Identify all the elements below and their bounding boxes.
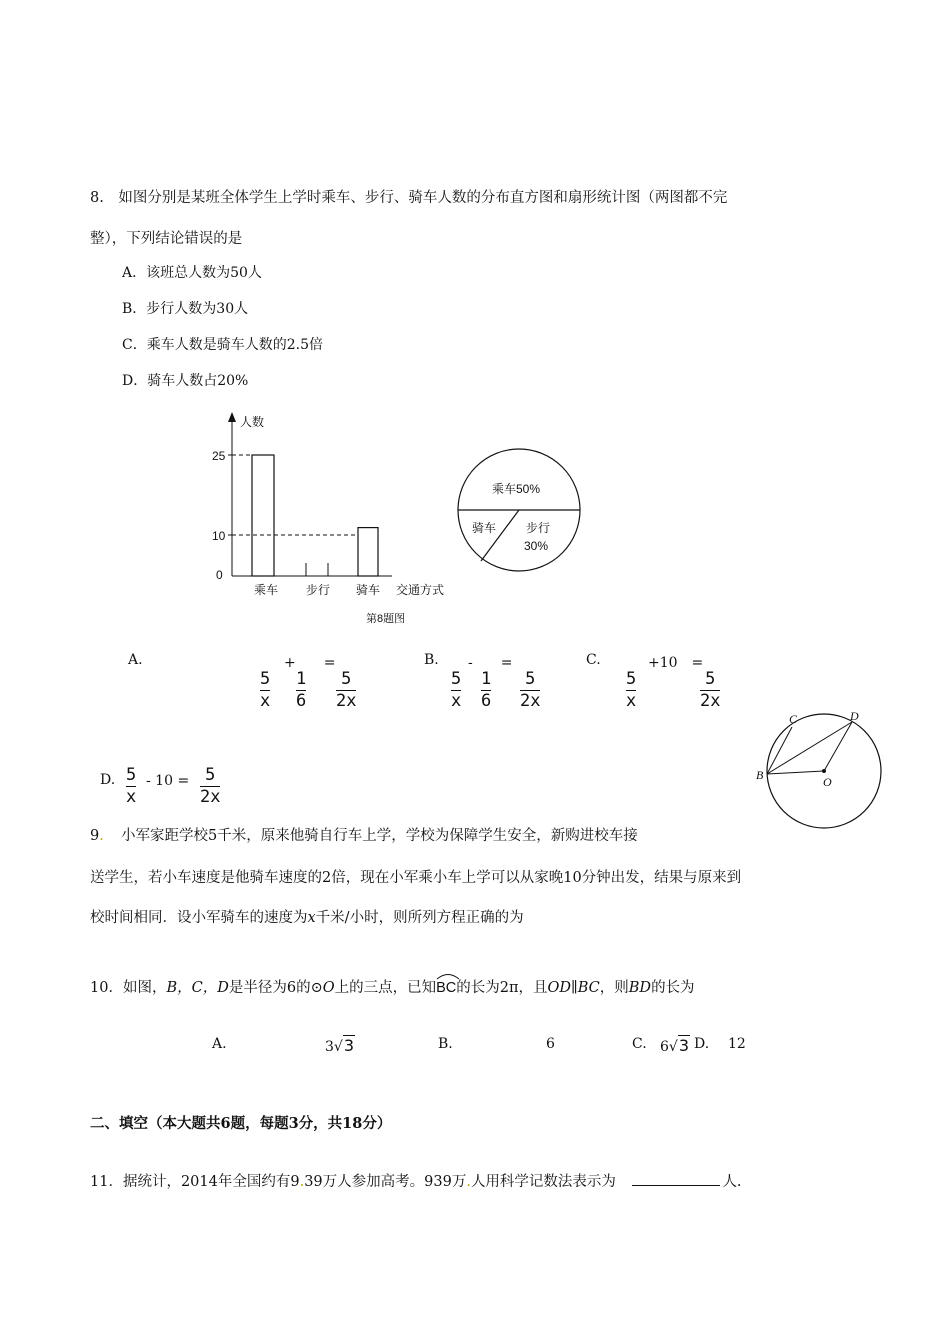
figure-caption: 第8题图 <box>366 613 406 625</box>
y-axis-arrow <box>228 412 236 422</box>
q8-stem-line2: 整），下列结论错误的是 <box>90 231 243 247</box>
eq-c-ops: +10 = <box>648 655 704 671</box>
eq-b-frac1: 5 x <box>451 669 462 711</box>
q9-line2: 送学生，若小车速度是他骑车速度的2倍，现在小军乘小车上学可以从家晚10分钟出发，结果与原来到 <box>90 870 742 886</box>
eq-c-frac1: 5 x <box>626 669 637 711</box>
q10-option-a-value: 3√3 <box>325 1036 355 1055</box>
point-label-b: B <box>756 768 764 782</box>
eq-d-label: D. <box>100 772 116 788</box>
category-乘车: 乘车 <box>254 583 279 597</box>
q10-option-d-value: 12 <box>728 1036 746 1052</box>
q8-figure <box>0 0 950 640</box>
pie-label-骑车: 骑车 <box>472 521 497 535</box>
point-label-c: C <box>789 712 798 726</box>
eq-b-ops: - = <box>468 655 513 671</box>
q10-option-c-label: C. <box>632 1036 647 1052</box>
q9-line3: 校时间相同．设小军骑车的速度为x千米/小时，则所列方程正确的为 <box>90 910 524 926</box>
eq-a-frac1: 5 x <box>260 669 271 711</box>
q8-option-b: B．步行人数为30人 <box>122 301 249 317</box>
pie-label-步行-percent: 30% <box>524 539 549 553</box>
eq-d-frac1: 5 x <box>126 765 137 807</box>
point-label-d: D <box>850 709 859 723</box>
bar-乘车 <box>252 455 274 576</box>
category-骑车: 骑车 <box>356 583 381 597</box>
q11-stem: 11．据统计，2014年全国约有9.39万人参加高考。939万.人用科学记数法表示为 人. <box>90 1174 742 1190</box>
eq-a-frac2: 1 6 <box>296 669 307 711</box>
point-label-o: O <box>823 775 832 789</box>
q8-option-c: C．乘车人数是骑车人数的2.5倍 <box>122 337 323 353</box>
q10-option-b-value: 6 <box>546 1036 555 1052</box>
ytick-10: 10 <box>212 529 226 543</box>
y-axis-label: 人数 <box>240 415 265 429</box>
q10-circle-figure <box>740 700 900 840</box>
eq-b-label: B. <box>424 652 439 668</box>
segment-bo <box>767 771 824 774</box>
eq-d-frac3: 5 2x <box>200 765 221 807</box>
q8-option-d: D．骑车人数占20% <box>122 373 249 389</box>
arc-bc: BC <box>436 976 456 996</box>
center-point <box>822 769 826 773</box>
pie-label-乘车: 乘车50% <box>492 482 541 496</box>
eq-c-label: C. <box>586 652 601 668</box>
answer-blank[interactable] <box>632 1173 720 1186</box>
section-title-fill-in: 二、填空（本大题共6题，每题3分，共18分） <box>90 1115 392 1132</box>
eq-c-frac3: 5 2x <box>700 669 721 711</box>
q10-option-c-value: 6√3 <box>660 1036 690 1055</box>
chord-bd <box>767 722 852 774</box>
eq-a-ops: + = <box>284 655 336 671</box>
q9-line1: 9． 小军家距学校5千米，原来他骑自行车上学，学校为保障学生安全，新购进校车接 <box>90 828 638 844</box>
q10-option-a-label: A. <box>212 1036 227 1052</box>
eq-a-frac3: 5 2x <box>336 669 357 711</box>
eq-d-mid: - 10 = <box>146 773 190 789</box>
category-步行: 步行 <box>306 583 331 597</box>
q10-option-b-label: B. <box>438 1036 453 1052</box>
bar-骑车 <box>358 528 378 576</box>
eq-b-frac3: 5 2x <box>520 669 541 711</box>
ytick-25: 25 <box>212 449 226 463</box>
pie-label-步行: 步行 <box>526 521 551 535</box>
q8-option-a: A．该班总人数为50人 <box>122 265 262 281</box>
ytick-0: 0 <box>216 568 223 582</box>
eq-a-label: A. <box>128 652 143 668</box>
q8-stem-line1: 8. 如图分别是某班全体学生上学时乘车、步行、骑车人数的分布直方图和扇形统计图（两图都不完 <box>90 190 728 206</box>
q10-stem: 10．如图，B，C，D是半径为6的⊙O上的三点，已知 BC的长为2π，且OD∥BC，则BD的长为 <box>90 976 695 997</box>
x-axis-label: 交通方式 <box>396 583 445 597</box>
pie-divider-slant <box>481 510 519 561</box>
segment-od <box>824 722 852 771</box>
eq-b-frac2: 1 6 <box>481 669 492 711</box>
q10-option-d-label: D. <box>694 1036 710 1052</box>
